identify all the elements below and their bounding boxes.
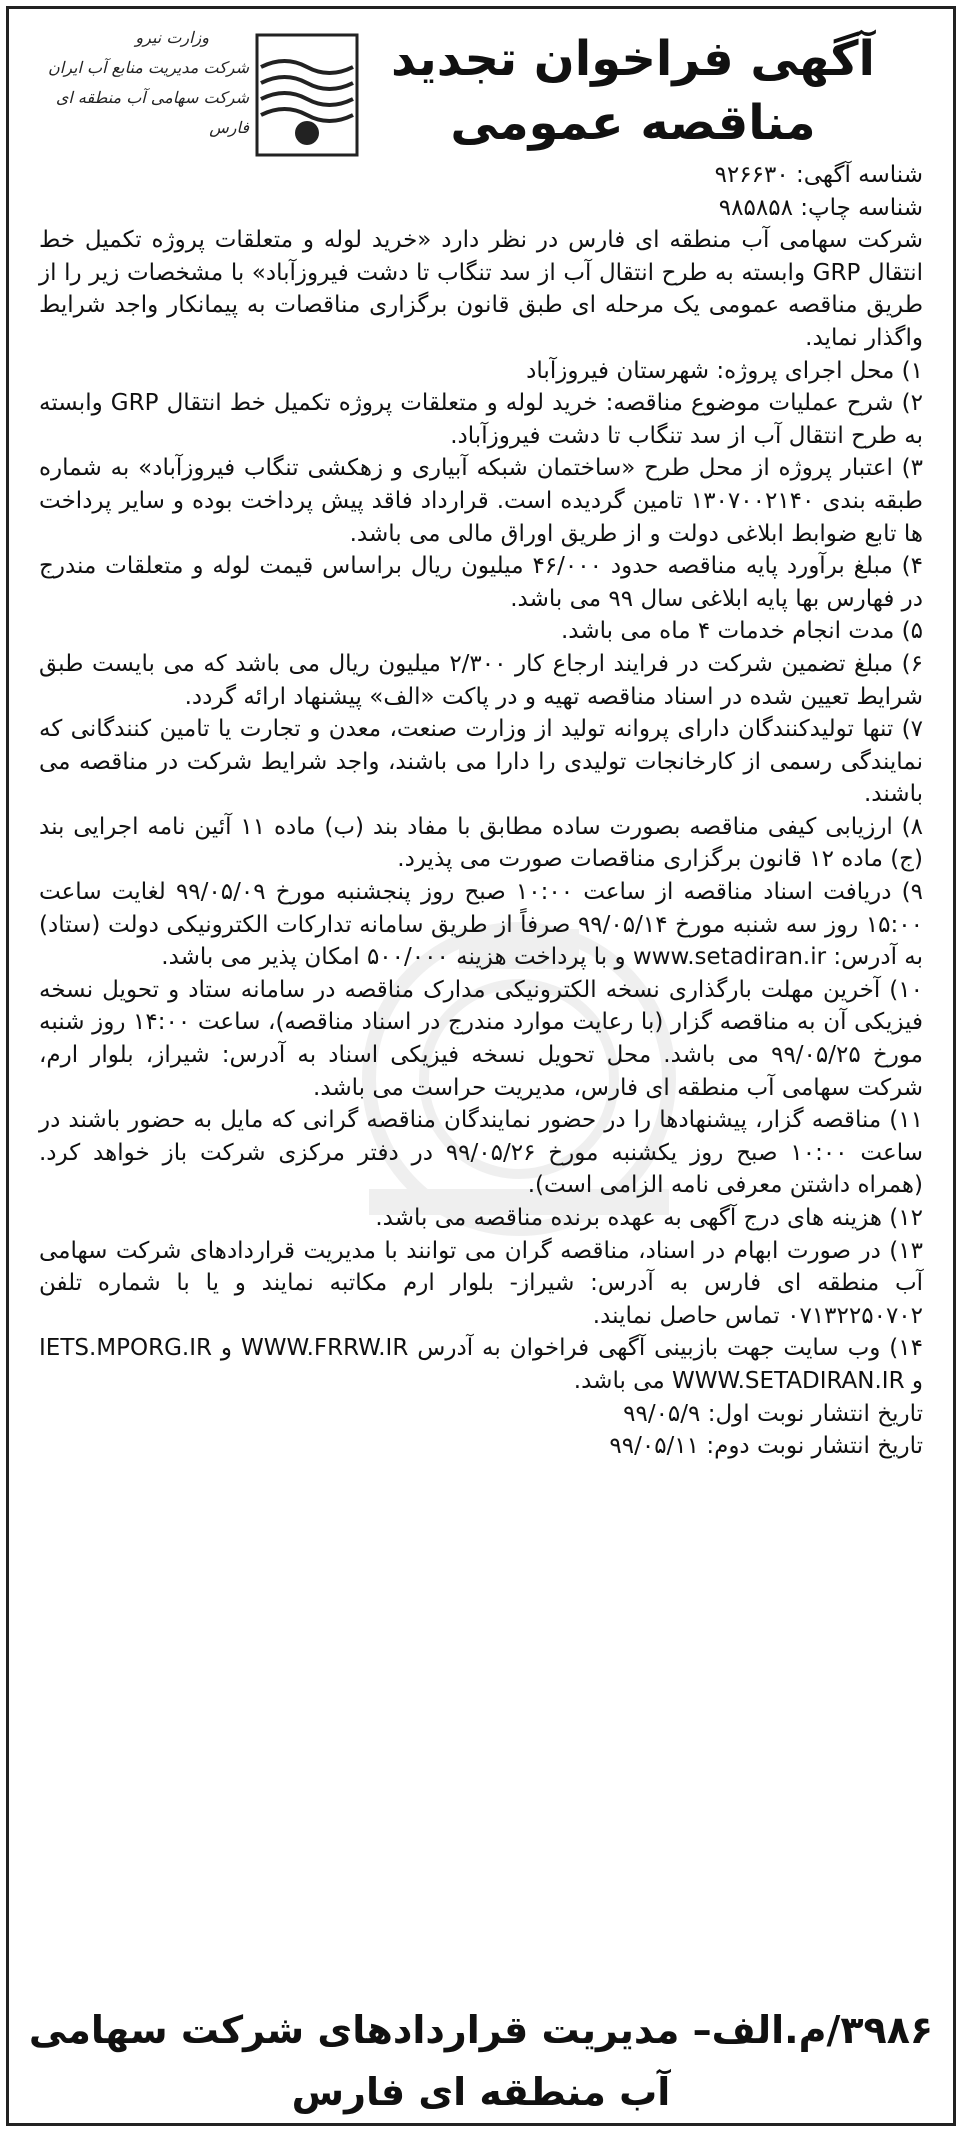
list-item: ۷) تنها تولیدکنندگان دارای پروانه تولید از وزارت صنعت، معدن و تجارت یا تامین کنندگانی که نمایندگی رسمی از کارخانجات تولیدی را دارا می باشند، واجد شرایط شرکت در مناقصه می باشند. bbox=[39, 716, 923, 808]
intro-paragraph: شرکت سهامی آب منطقه ای فارس در نظر دارد «خرید لوله و متعلقات پروژه تکمیل خط انتقال GRP وابسته به طرح انتقال آب از سد تنگاب تا دشت فیروزآباد» با مشخصات زیر را از طریق مناقصه عمومی یک مرحله ای طبق قانون برگزاری مناقصات به پیمانکار واجد شرایط واگذار نماید. bbox=[39, 227, 923, 351]
footer-line-1: ۳۹۸۶/م.الف– مدیریت قراردادهای شرکت سهامی bbox=[28, 2008, 934, 2052]
list-item: ۱۰) آخرین مهلت بارگذاری نسخه الکترونیکی مدارک مناقصه در سامانه ستاد و تحویل نسخه فیزیکی آن به مناقصه گزار (با رعایت موارد مندرج در اسناد مناقصه)، ساعت ۱۴:۰۰ روز شنبه مورخ ۹۹/۰۵/۲۵ می باشد. محل تحویل نسخه فیزیکی اسناد به آدرس: شیراز، بلوار ارم، شرکت سهامی آب منطقه ای فارس، مدیریت حراست می باشد. bbox=[39, 976, 923, 1101]
footer-line-2: آب منطقه ای فارس bbox=[291, 2070, 671, 2114]
water-logo-icon bbox=[255, 33, 359, 157]
list-item: ۲) شرح عملیات موضوع مناقصه: خرید لوله و متعلقات پروژه تکمیل خط انتقال GRP وابسته به طرح انتقال آب از سد تنگاب تا دشت فیروزآباد. bbox=[39, 390, 924, 449]
first-publish-date: تاریخ انتشار نوبت اول: ۹۹/۰۵/۹ bbox=[623, 1400, 923, 1427]
list-item: ۴) مبلغ برآورد پایه مناقصه حدود ۴۶/۰۰۰ میلیون ریال براساس قیمت لوله و متعلقات مندرج در فهارس بها پایه ابلاغی سال ۹۹ می باشد. bbox=[39, 553, 924, 612]
title-line-2: مناقصه عمومی bbox=[450, 95, 816, 151]
notice-header bbox=[9, 9, 953, 159]
list-item: ۱۴) وب سایت جهت بازبینی آگهی فراخوان به آدرس WWW.FRRW.IR و IETS.MPORG.IR و WWW.SETADIRAN.IR می باشد. bbox=[39, 1335, 923, 1394]
notice-footer bbox=[9, 1999, 953, 2123]
notice-body bbox=[39, 159, 923, 1463]
logo-line-2: شرکت سهامی آب منطقه ای فارس bbox=[55, 88, 249, 137]
ad-id: شناسه آگهی: ۹۲۶۶۳۰ bbox=[714, 162, 923, 188]
logo-line-1: شرکت مدیریت منابع آب ایران bbox=[48, 58, 249, 77]
list-item: ۱۳) در صورت ابهام در اسناد، مناقصه گران می توانند با مدیریت قراردادهای شرکت سهامی آب منطقه ای فارس به آدرس: شیراز- بلوار ارم مکاتبه نمایند و یا با شماره تلفن ۰۷۱۳۲۲۵۰۷۰۲ تماس حاصل نمایند. bbox=[39, 1237, 923, 1329]
logo-ministry: وزارت نیرو bbox=[135, 28, 209, 47]
notice-frame bbox=[6, 6, 956, 2126]
list-item: ۱) محل اجرای پروژه: شهرستان فیروزآباد bbox=[526, 357, 923, 384]
list-item: ۹) دریافت اسناد مناقصه از ساعت ۱۰:۰۰ صبح روز پنجشنبه مورخ ۹۹/۰۵/۰۹ لغایت ساعت ۱۵:۰۰ روز سه شنبه مورخ ۹۹/۰۵/۱۴ صرفاً از طریق سامانه تدارکات الکترونیکی دولت (ستاد) به آدرس: www.setadiran.ir و با پرداخت هزینه ۵۰۰/۰۰۰ امکان پذیر می باشد. bbox=[39, 879, 923, 971]
logo-text bbox=[29, 23, 249, 143]
list-item: ۸) ارزیابی کیفی مناقصه بصورت ساده مطابق با مفاد بند (ب) ماده ۱۱ آئین نامه اجرایی بند (ج) ماده ۱۲ قانون برگزاری مناقصات صورت می پذیرد. bbox=[39, 813, 923, 873]
company-logo bbox=[29, 23, 369, 163]
notice-title bbox=[373, 27, 893, 155]
title-line-1: آگهی فراخوان تجدید bbox=[391, 31, 875, 87]
list-item: ۳) اعتبار پروژه از محل طرح «ساختمان شبکه آبیاری و زهکشی تنگاب فیروزآباد» به شماره طبقه بندی ۱۳۰۷۰۰۲۱۴۰ تامین گردیده است. قرارداد فاقد پیش پرداخت بوده و سایر پرداخت ها تابع ضوابط ابلاغی دولت و از طریق اوراق مالی می باشد. bbox=[39, 455, 923, 547]
list-item: ۱۲) هزینه های درج آگهی به عهده برنده مناقصه می باشد. bbox=[375, 1205, 923, 1231]
print-id: شناسه چاپ: ۹۸۵۸۵۸ bbox=[718, 194, 923, 221]
list-item: ۶) مبلغ تضمین شرکت در فرایند ارجاع کار ۲/۳۰۰ میلیون ریال می باشد که می بایست طبق شرایط تعیین شده در اسناد مناقصه تهیه و در پاکت «الف» پیشنهاد ارائه گردد. bbox=[39, 650, 923, 710]
list-item: ۱۱) مناقصه گزار، پیشنهادها را در حضور نمایندگان مناقصه گرانی که مایل به حضور باشند در ساعت ۱۰:۰۰ صبح روز یکشنبه مورخ ۹۹/۰۵/۲۶ در دفتر مرکزی شرکت باز خواهد کرد. (همراه داشتن معرفی نامه الزامی است). bbox=[39, 1107, 923, 1199]
second-publish-date: تاریخ انتشار نوبت دوم: ۹۹/۰۵/۱۱ bbox=[609, 1433, 923, 1460]
list-item: ۵) مدت انجام خدمات ۴ ماه می باشد. bbox=[560, 618, 923, 645]
